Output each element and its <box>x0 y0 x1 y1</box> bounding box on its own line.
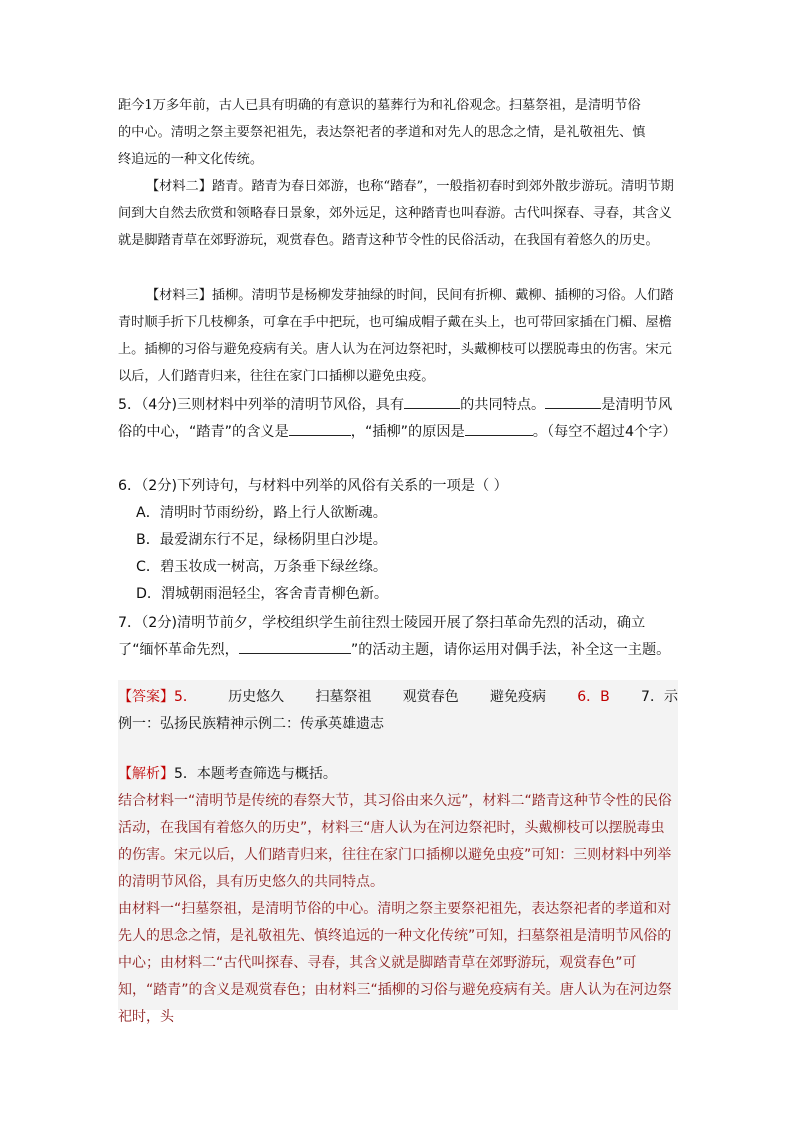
question-7 <box>118 610 678 664</box>
analysis-para2: 由材料一“扫墓祭祖，是清明节俗的中心。清明之祭主要祭祀祖先，表达祭祀者的孝道和对先人的思念之情，是礼敬祖先、慎终追远的一种文化传统”可知，扫墓祭祖是清明节风俗的中心；由材料二“古代叫探春、寻春，其含义就是脚踏青草在郊野游玩，观赏春色”可知，“踏青”的含义是观赏春色；由材料三“插柳的习俗与避免疫病有关。唐人认为在河边祭祀时，头 <box>118 901 672 1025</box>
analysis-section <box>118 761 678 1031</box>
analysis-para1: 结合材料一“清明节是传统的春祭大节，其习俗由来久远”，材料二“踏青这种节令性的民俗活动，在我国有着悠久的历史”，材料三“唐人认为在河边祭祀时，头戴柳枝可以摆脱毒虫的伤害。宋元以后，人们踏青归来，往往在家门口插柳以避免虫疫”可知：三则材料中列举的清明节风俗，具有历史悠久的共同特点。 <box>118 793 672 890</box>
answer-section <box>118 684 678 738</box>
answer-6: 6．B <box>577 689 610 705</box>
answer-blank-2[interactable] <box>545 392 601 409</box>
question-5-text: 5．（4分)三则材料中列举的清明节风俗，具有 的共同特点。 是清明节风俗的中心，“踏青”的含义是 ，“插柳”的原因是 。（每空不超过4个字） <box>118 392 678 446</box>
answer-panel <box>118 680 678 1025</box>
material2-text: 【材料二】踏青。踏青为春日郊游，也称“踏春”，一般指初春时到郊外散步游玩。清明节期间到大自然去欣赏和领略春日景象，郊外远足，这种踏青也叫春游。古代叫探春、寻春，其含义就是脚踏青草在郊野游玩，观赏春色。踏青这种节令性的民俗活动，在我国有着悠久的历史。 <box>118 179 674 248</box>
question-6-stem: 6．（2分)下列诗句，与材料中列举的风俗有关系的一项是（ ） <box>118 478 508 494</box>
material3 <box>118 282 678 390</box>
material3-text: 【材料三】插柳。清明节是杨柳发芽抽绿的时间，民间有折柳、戴柳、插柳的习俗。人们踏青时顺手折下几枝柳条，可拿在手中把玩，也可编成帽子戴在头上，也可带回家插在门楣、屋檐上。插柳的习俗与避免疫病有关。唐人认为在河边祭祀时，头戴柳枝可以摆脱毒虫的伤害。宋元以后，人们踏青归来，往往在家门口插柳以避免虫疫。 <box>118 288 674 384</box>
material1-line3: 终追远的一种文化传统。 <box>118 152 264 167</box>
answer-blank-5[interactable] <box>239 637 351 654</box>
question-5 <box>118 392 678 446</box>
analysis-head: 【解析】5．本题考查筛选与概括。 <box>118 766 337 782</box>
answer-5-4: 避免疫病 <box>489 689 546 705</box>
answer-blank-3[interactable] <box>289 419 351 436</box>
material2 <box>118 173 678 254</box>
answer-5-1: 历史悠久 <box>228 689 285 705</box>
material1-line2: 的中心。清明之祭主要祭祀祖先，表达祭祀者的孝道和对先人的思念之情，是礼敬祖先、慎 <box>118 125 646 140</box>
answer-5-2: 扫墓祭祖 <box>315 689 372 705</box>
answer-line-1: 【答案】5． 历史悠久 扫墓祭祖 观赏春色 避免疫病 6．B 7．示 <box>118 684 678 711</box>
material1-tail <box>118 92 678 173</box>
answer-blank-4[interactable] <box>465 419 533 436</box>
question-7-text: 7．（2分)清明节前夕，学校组织学生前往烈士陵园开展了祭扫革命先烈的活动，确立了“缅怀革命先烈， ”的活动主题，请你运用对偶手法，补全这一主题。 <box>118 615 671 658</box>
option-b[interactable]: B．最爱湖东行不足，绿杨阴里白沙堤。 <box>136 532 387 548</box>
analysis-tag: 【解析】 <box>118 766 174 782</box>
option-a[interactable]: A．清明时节雨纷纷，路上行人欲断魂。 <box>136 505 387 521</box>
answer-blank-1[interactable] <box>404 392 460 409</box>
answer-7-lead: 7．示 <box>641 689 678 705</box>
material1-line1: 距今1万多年前，古人已具有明确的有意识的墓葬行为和礼俗观念。扫墓祭祖，是清明节俗 <box>118 98 641 113</box>
question-6 <box>118 473 678 608</box>
answer-tag: 【答案】 <box>118 689 174 705</box>
option-c[interactable]: C．碧玉妆成一树高，万条垂下绿丝绦。 <box>136 559 388 575</box>
answer-5-3: 观赏春色 <box>402 689 459 705</box>
option-d[interactable]: D．渭城朝雨浥轻尘，客舍青青柳色新。 <box>136 586 389 602</box>
answer-line-2: 例一：弘扬民族精神示例二：传承英雄遗志 <box>118 716 384 732</box>
